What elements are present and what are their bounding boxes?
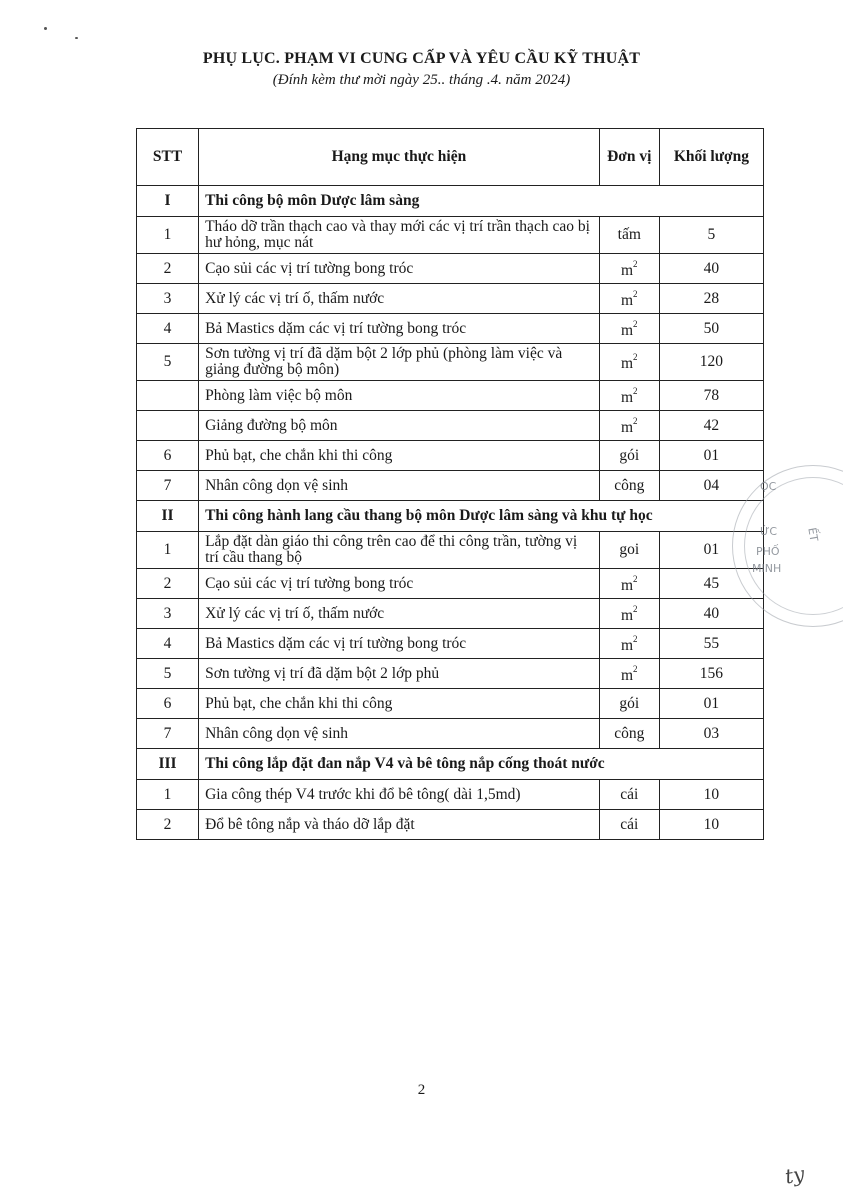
unit-text: m	[620, 667, 634, 685]
unit-text: gói	[619, 446, 640, 464]
row-item: Giảng đường bộ môn	[199, 411, 600, 441]
row-quantity: 42	[659, 411, 763, 441]
table-row	[137, 411, 764, 441]
row-unit	[599, 599, 659, 629]
row-item: Phòng làm việc bộ môn	[199, 381, 600, 411]
section-number: II	[137, 501, 199, 532]
row-unit	[599, 780, 659, 810]
section-row	[137, 186, 764, 217]
row-item: Bả Mastics dặm các vị trí tường bong tróc	[199, 629, 600, 659]
row-quantity: 10	[659, 810, 763, 840]
section-title: Thi công hành lang cầu thang bộ môn Dược lâm sàng và khu tự học	[199, 501, 764, 532]
table-row	[137, 532, 764, 569]
unit-superscript: 2	[633, 603, 638, 614]
row-unit	[599, 344, 659, 381]
unit-text: m	[620, 577, 634, 595]
unit-superscript: 2	[633, 573, 638, 584]
document-subtitle: (Đính kèm thư mời ngày 25.. tháng .4. năm 2024)	[272, 72, 571, 88]
row-number	[137, 381, 199, 411]
section-number: III	[137, 749, 199, 780]
row-quantity: 28	[659, 284, 763, 314]
unit-text: m	[620, 637, 634, 655]
section-title: Thi công bộ môn Dược lâm sàng	[199, 186, 764, 217]
row-unit	[599, 532, 659, 569]
table-row	[137, 780, 764, 810]
section-row	[137, 749, 764, 780]
row-item: Lắp đặt dàn giáo thi công trên cao để thi công trần, tường vị trí cầu thang bộ	[199, 532, 600, 569]
row-number: 2	[137, 810, 199, 840]
unit-superscript: 2	[633, 258, 638, 269]
row-quantity: 55	[659, 629, 763, 659]
page-number: 2	[417, 1082, 426, 1098]
row-item: Phủ bạt, che chắn khi thi công	[199, 689, 600, 719]
row-number: 3	[137, 284, 199, 314]
unit-text: cái	[620, 815, 639, 833]
unit-text: m	[620, 292, 634, 310]
row-number: 1	[137, 217, 199, 254]
section-title: Thi công lắp đặt đan nắp V4 và bê tông nắp cống thoát nước	[199, 749, 764, 780]
row-number: 5	[137, 659, 199, 689]
row-item: Sơn tường vị trí đã dặm bột 2 lớp phủ	[199, 659, 600, 689]
row-number: 2	[137, 569, 199, 599]
row-unit	[599, 689, 659, 719]
stamp-text: ỨC	[760, 525, 778, 538]
table-row	[137, 314, 764, 344]
row-number: 4	[137, 629, 199, 659]
document-title: PHỤ LỤC. PHẠM VI CUNG CẤP VÀ YÊU CẦU KỸ THUẬT	[202, 50, 641, 67]
row-number: 1	[137, 780, 199, 810]
unit-text: cái	[620, 785, 639, 803]
header-unit: Đơn vị	[599, 129, 659, 186]
row-number: 1	[137, 532, 199, 569]
unit-text: m	[620, 355, 634, 373]
header-stt: STT	[137, 129, 199, 186]
unit-text: m	[620, 389, 634, 407]
row-number: 5	[137, 344, 199, 381]
row-unit	[599, 629, 659, 659]
table-row	[137, 659, 764, 689]
handwritten-initials: ty	[783, 1161, 807, 1189]
section-number: I	[137, 186, 199, 217]
table-row	[137, 344, 764, 381]
row-item: Phủ bạt, che chắn khi thi công	[199, 441, 600, 471]
row-number: 6	[137, 441, 199, 471]
row-unit	[599, 569, 659, 599]
header-qty: Khối lượng	[659, 129, 763, 186]
row-item: Nhân công dọn vệ sinh	[199, 471, 600, 501]
row-unit	[599, 471, 659, 501]
table-row	[137, 810, 764, 840]
row-unit	[599, 314, 659, 344]
unit-superscript: 2	[633, 385, 638, 396]
table-row	[137, 569, 764, 599]
row-number: 7	[137, 471, 199, 501]
row-unit	[599, 284, 659, 314]
row-quantity: 10	[659, 780, 763, 810]
table-row	[137, 381, 764, 411]
table-header-row	[137, 129, 764, 186]
header-item: Hạng mục thực hiện	[199, 129, 600, 186]
unit-superscript: 2	[633, 288, 638, 299]
row-unit	[599, 381, 659, 411]
unit-text: m	[620, 322, 634, 340]
row-quantity: 5	[659, 217, 763, 254]
unit-text: gói	[619, 694, 640, 712]
row-quantity: 78	[659, 381, 763, 411]
table-row	[137, 599, 764, 629]
scope-table	[136, 128, 764, 840]
row-number: 2	[137, 254, 199, 284]
unit-text: công	[614, 724, 645, 742]
unit-superscript: 2	[633, 633, 638, 644]
table-row	[137, 471, 764, 501]
row-quantity: 120	[659, 344, 763, 381]
row-item: Sơn tường vị trí đã dặm bột 2 lớp phủ (phòng làm việc và giảng đường bộ môn)	[199, 344, 600, 381]
row-unit	[599, 719, 659, 749]
row-number: 4	[137, 314, 199, 344]
table-row	[137, 719, 764, 749]
stamp-text: ẾT	[805, 526, 821, 543]
unit-superscript: 2	[633, 318, 638, 329]
row-unit	[599, 217, 659, 254]
row-number: 6	[137, 689, 199, 719]
unit-text: m	[620, 262, 634, 280]
unit-text: m	[620, 607, 634, 625]
row-quantity: 40	[659, 254, 763, 284]
row-item: Gia công thép V4 trước khi đổ bê tông( dài 1,5md)	[199, 780, 600, 810]
stamp-text: ỌC	[760, 480, 777, 493]
scan-speck	[44, 27, 47, 30]
row-unit	[599, 659, 659, 689]
row-quantity: 03	[659, 719, 763, 749]
row-quantity: 01	[659, 689, 763, 719]
row-quantity: 01	[659, 532, 763, 569]
table-row	[137, 689, 764, 719]
unit-text: tấm	[617, 226, 641, 243]
table-row	[137, 629, 764, 659]
row-unit	[599, 441, 659, 471]
table-row	[137, 254, 764, 284]
table-row	[137, 217, 764, 254]
stamp-text: PHỐ	[756, 545, 780, 558]
table-body	[137, 186, 764, 840]
unit-superscript: 2	[633, 415, 638, 426]
row-item: Xử lý các vị trí ố, thấm nước	[199, 599, 600, 629]
row-item: Tháo dỡ trần thạch cao và thay mới các vị trí trần thạch cao bị hư hỏng, mục nát	[199, 217, 600, 254]
section-row	[137, 501, 764, 532]
row-item: Cạo sủi các vị trí tường bong tróc	[199, 254, 600, 284]
unit-text: goi	[619, 541, 640, 558]
row-number	[137, 411, 199, 441]
row-unit	[599, 254, 659, 284]
unit-text: m	[620, 419, 634, 437]
row-number: 7	[137, 719, 199, 749]
row-item: Nhân công dọn vệ sinh	[199, 719, 600, 749]
table-row	[137, 441, 764, 471]
table-row	[137, 284, 764, 314]
scan-speck	[75, 37, 78, 39]
row-item: Cạo sủi các vị trí tường bong tróc	[199, 569, 600, 599]
unit-superscript: 2	[633, 663, 638, 674]
stamp-text: MINH	[752, 562, 782, 575]
row-number: 3	[137, 599, 199, 629]
row-item: Bả Mastics dặm các vị trí tường bong tróc	[199, 314, 600, 344]
row-quantity: 40	[659, 599, 763, 629]
row-quantity: 45	[659, 569, 763, 599]
row-unit	[599, 411, 659, 441]
row-quantity: 156	[659, 659, 763, 689]
row-item: Đổ bê tông nắp và tháo dỡ lắp đặt	[199, 810, 600, 840]
row-unit	[599, 810, 659, 840]
row-quantity: 04	[659, 471, 763, 501]
row-quantity: 01	[659, 441, 763, 471]
row-quantity: 50	[659, 314, 763, 344]
row-item: Xử lý các vị trí ố, thấm nước	[199, 284, 600, 314]
unit-text: công	[614, 476, 645, 494]
unit-superscript: 2	[633, 352, 638, 363]
